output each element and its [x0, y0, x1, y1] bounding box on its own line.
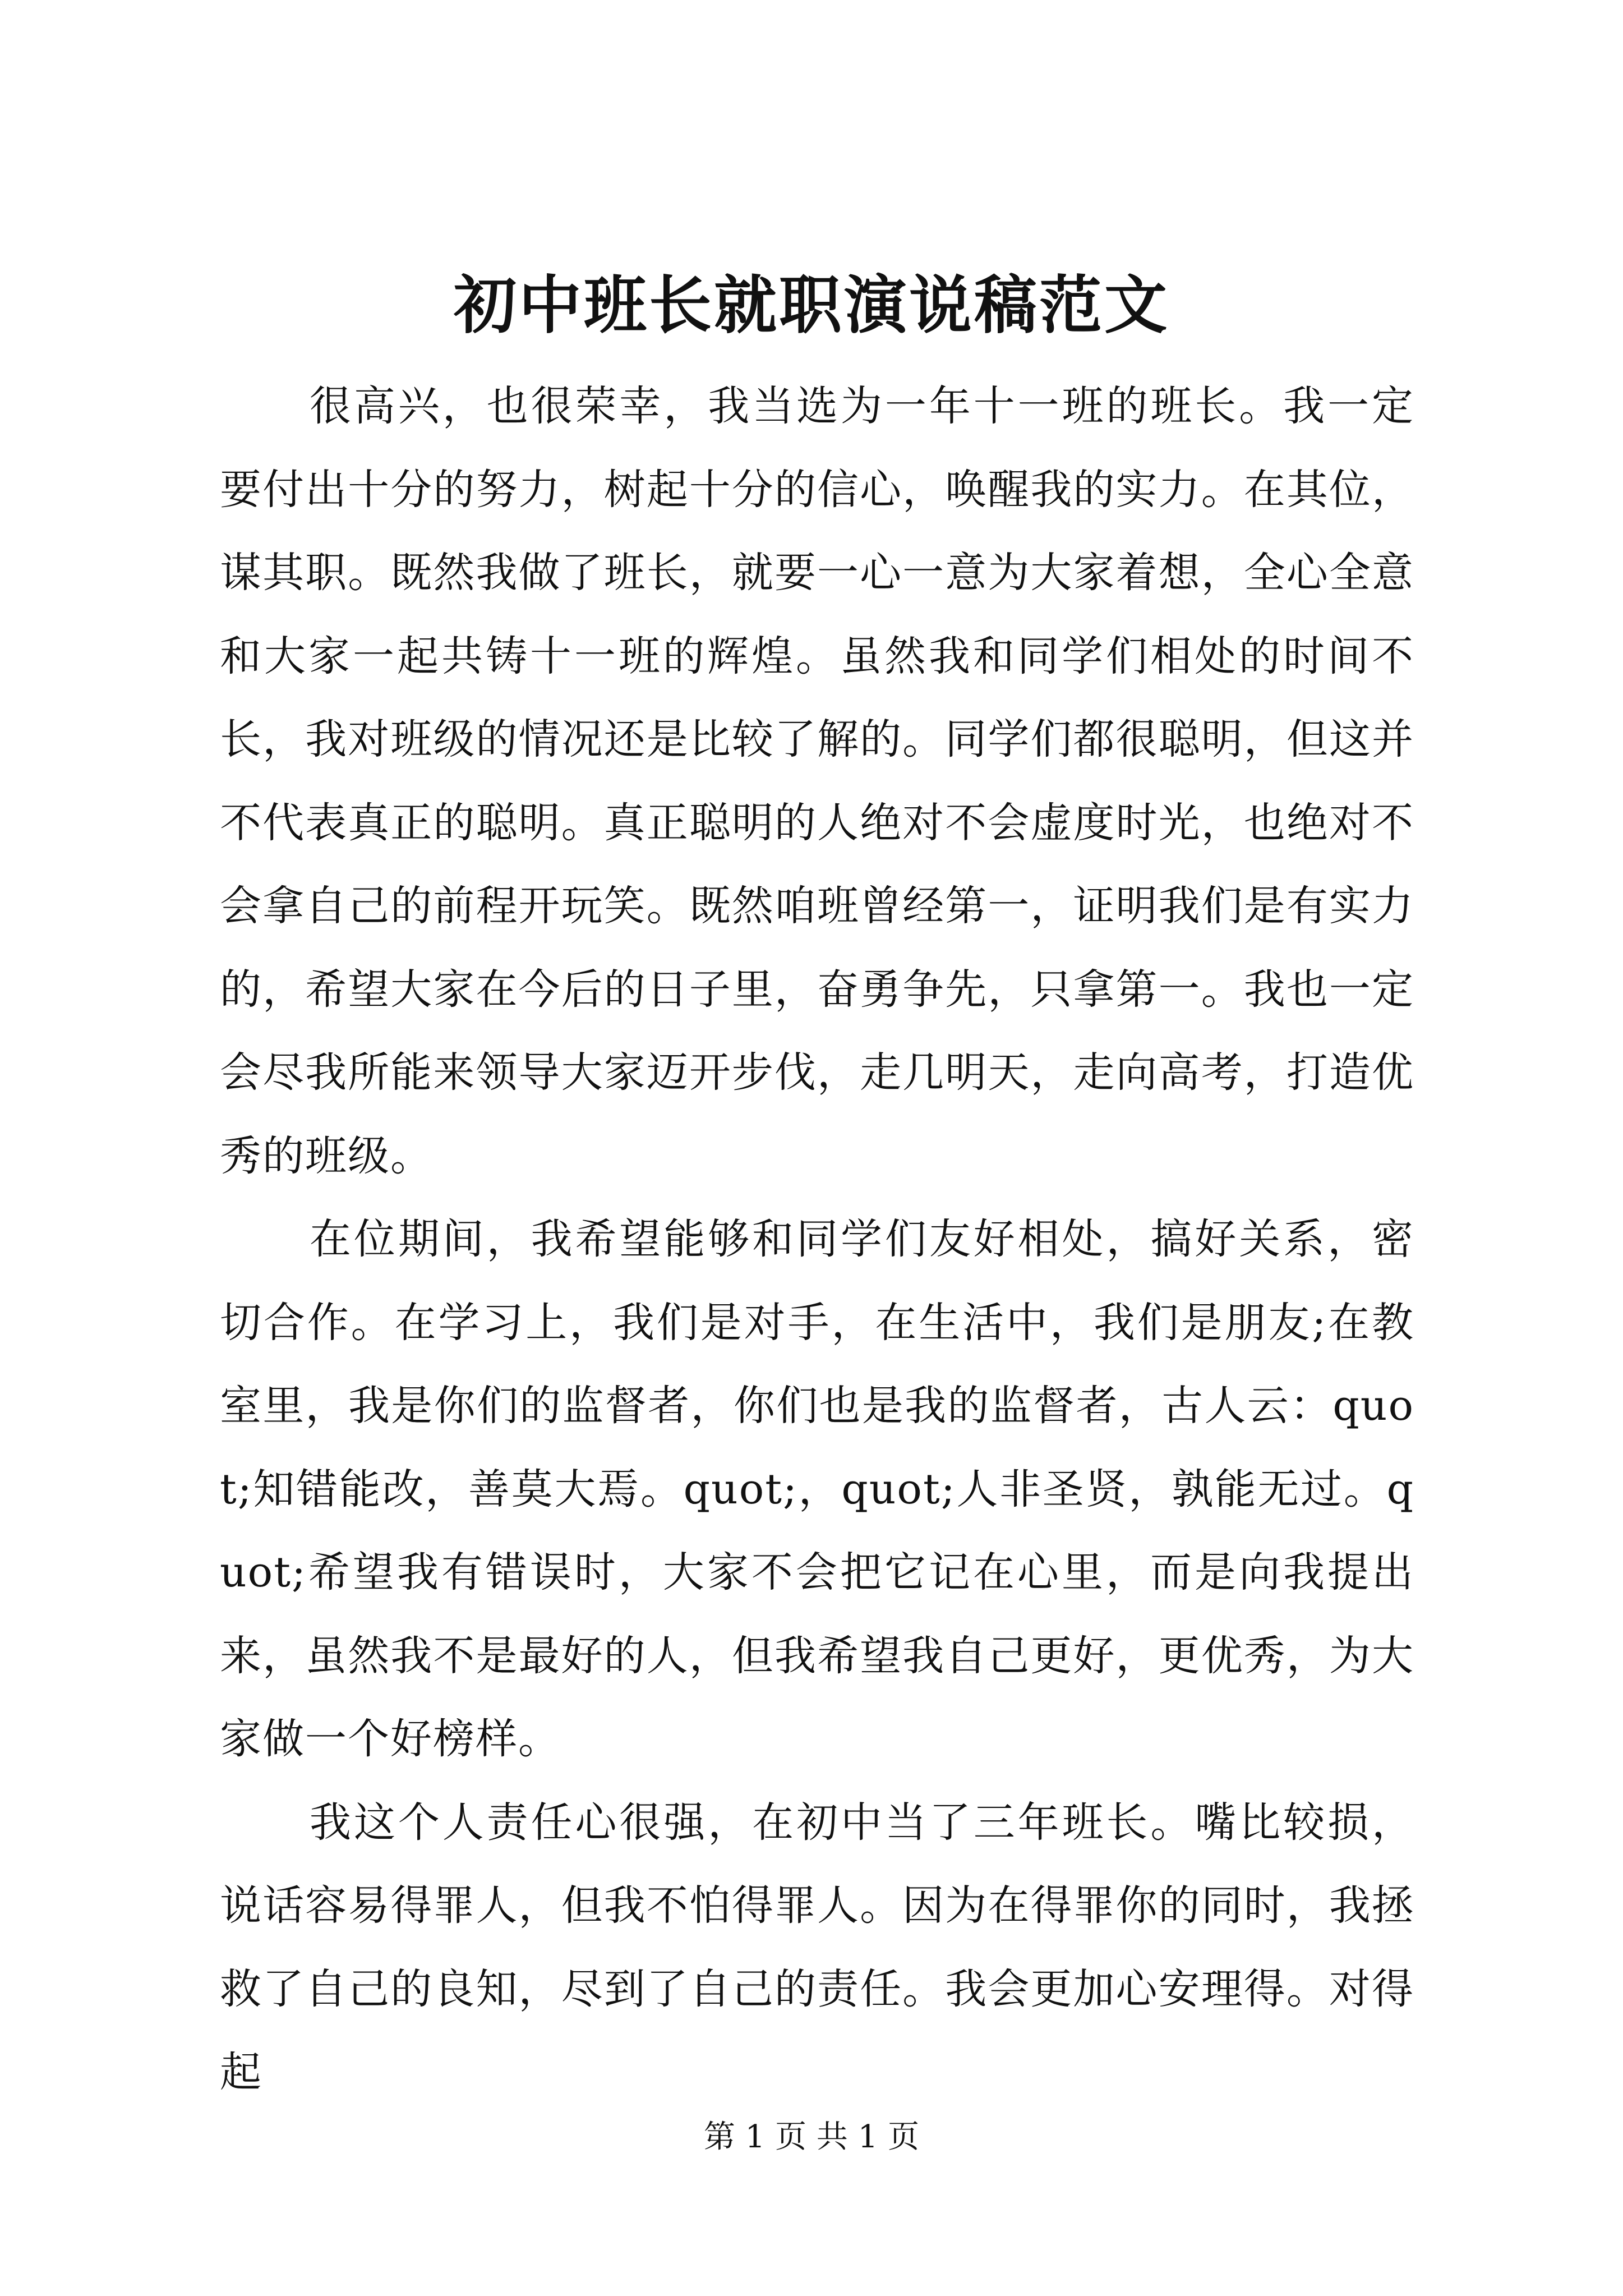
page-footer: 第 1 页 共 1 页	[703, 2119, 920, 2155]
paragraph-3: 我这个人责任心很强，在初中当了三年班长。嘴比较损，说话容易得罪人，但我不怕得罪人。因为在得罪你的同时，我拯救了自己的良知，尽到了自己的责任。我会更加心安理得。对得起	[220, 1798, 1414, 2096]
paragraph-1: 很高兴，也很荣幸，我当选为一年十一班的班长。我一定要付出十分的努力，树起十分的信心，唤醒我的实力。在其位，谋其职。既然我做了班长，就要一心一意为大家着想，全心全意和大家一起共铸十一班的辉煌。虽然我和同学们相处的时间不长，我对班级的情况还是比较了解的。同学们都很聪明，但这并不代表真正的聪明。真正聪明的人绝对不会虚度时光，也绝对不会拿自己的前程开玩笑。既然咱班曾经第一，证明我们是有实力的，希望大家在今后的日子里，奋勇争先，只拿第一。我也一定会尽我所能来领导大家迈开步伐，走几明天，走向高考，打造优秀的班级。	[220, 382, 1414, 1180]
paragraph-2: 在位期间，我希望能够和同学们友好相处，搞好关系，密切合作。在学习上，我们是对手，在生活中，我们是朋友;在教室里，我是你们的监督者，你们也是我的监督者，古人云：quot;知错能改，善莫大焉。quot;，quot;人非圣贤，孰能无过。quot;希望我有错误时，大家不会把它记在心里，而是向我提出来，虽然我不是最好的人，但我希望我自己更好，更优秀，为大家做一个好榜样。	[220, 1215, 1414, 1763]
document-body	[220, 365, 1414, 2114]
document-title: 初中班长就职演说稿范文	[454, 269, 1169, 342]
